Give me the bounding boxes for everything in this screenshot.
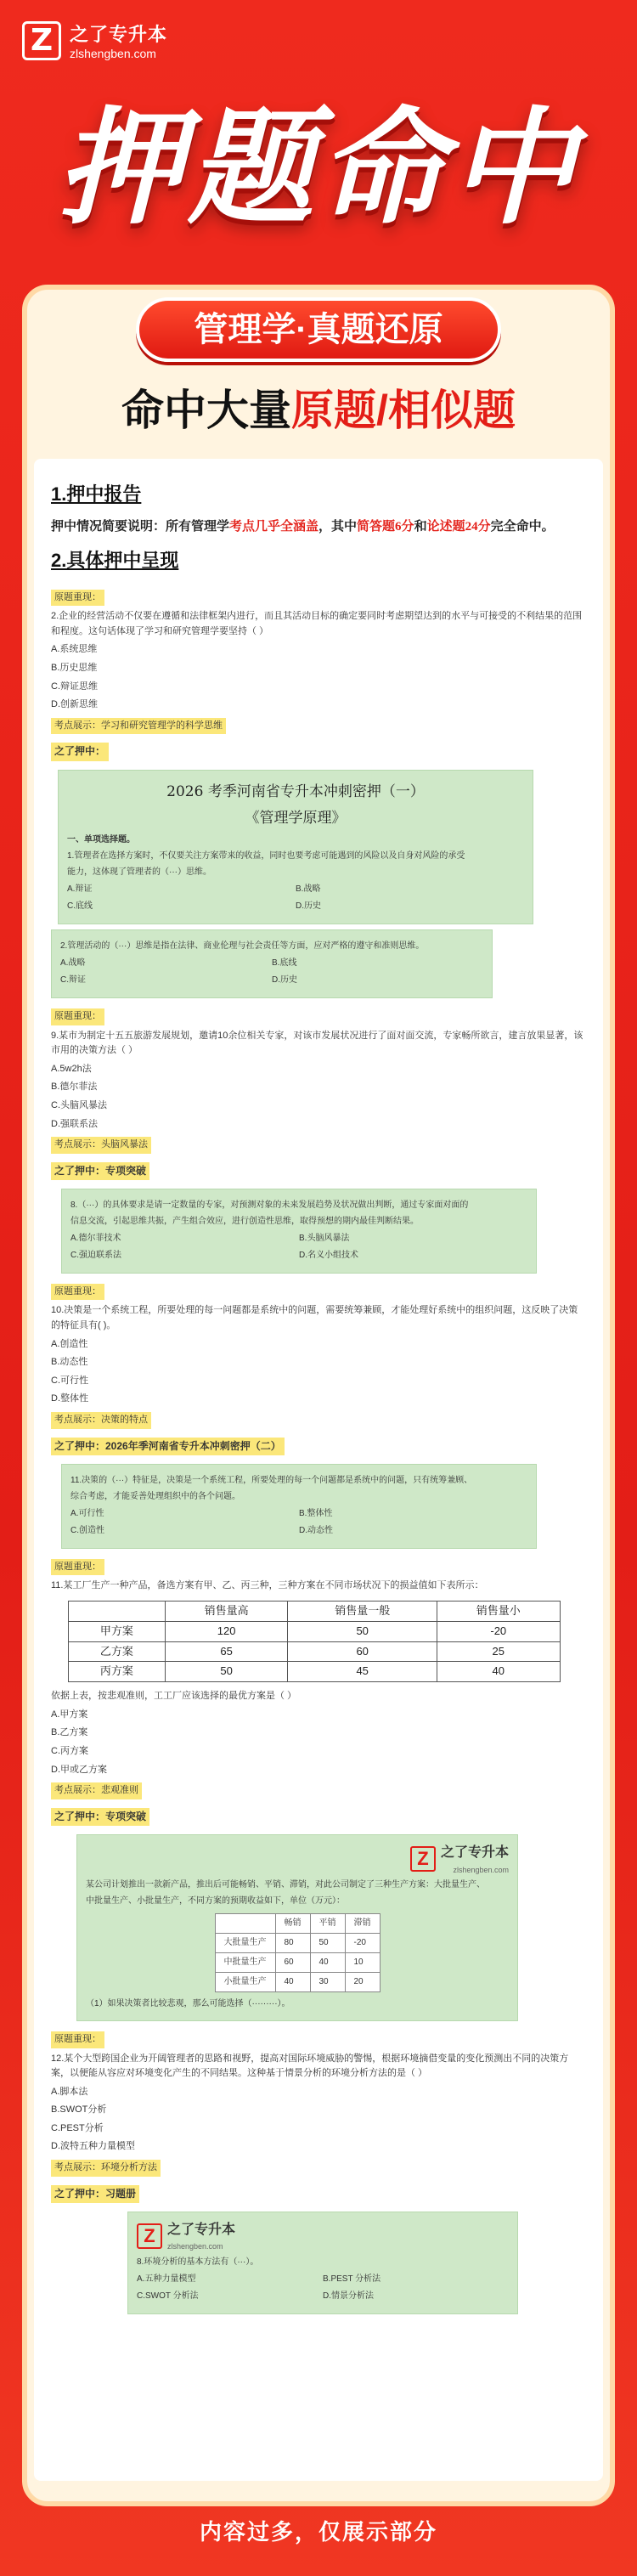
hit-excerpt: Z 之了专升本 zlshengben.com 8.环境分析的基本方法有（···）。 A.五种力量模型 B.PEST 分析法 C.SWOT 分析法 D.情景分析法 <box>127 2212 518 2314</box>
orig-label: 原题重现： <box>51 1284 104 1301</box>
profit-table <box>215 1913 381 1992</box>
question-text: 依据上表，按悲观准则，工工厂应该选择的最优方案是（ ） <box>51 1691 297 1702</box>
option: B.历史思维 <box>51 663 98 673</box>
hit-excerpt: 2.管理活动的（···）思维是指在法律、商业伦理与社会责任等方面，应对严格的遵守和准则思维。 A.战略 B.底线 C.辩证 D.历史 <box>51 929 493 998</box>
option: A.5w2h法 <box>51 1063 92 1074</box>
option: D.整体性 <box>51 1393 88 1404</box>
option: D.波特五种力量模型 <box>51 2141 135 2152</box>
table-row: 销售量高 销售量一般 销售量小 <box>69 1602 561 1622</box>
table-row: 小批量生产 40 30 20 <box>215 1972 380 1991</box>
hit-label: 之了押中：专项突破 <box>51 1808 149 1826</box>
hit-excerpt: 11.决策的（···）特征是，决策是一个系统工程，所要处理的每一个问题都是系统中的问题，只有统筹兼顾、 综合考虑，才能妥善处理组织中的各个问题。 A.可行性 B.整体性 C.创造性 D.动态性 <box>61 1464 537 1549</box>
table-row: 畅销 平销 滞销 <box>215 1913 380 1933</box>
watermark-logo: Z 之了专升本 zlshengben.com <box>410 1842 509 1876</box>
option: C.头脑风暴法 <box>51 1099 107 1110</box>
option: C.PEST分析 <box>51 2122 104 2133</box>
option: D.强联系法 <box>51 1118 98 1129</box>
option: B.德尔菲法 <box>51 1082 98 1093</box>
kp-label: 考点展示：头脑风暴法 <box>51 1137 151 1154</box>
option: C.可行性 <box>51 1375 88 1386</box>
option: D.创新思维 <box>51 699 98 710</box>
payoff-table <box>68 1601 561 1682</box>
logo-mark-icon: Z <box>22 21 61 60</box>
watermark-logo: Z 之了专升本 zlshengben.com <box>137 2219 235 2253</box>
table-row: 中批量生产 60 40 10 <box>215 1952 380 1972</box>
hit-label: 之了押中：2026年季河南省专升本冲刺密押（二） <box>51 1438 285 1455</box>
option: A.创造性 <box>51 1338 88 1349</box>
brand-logo[interactable] <box>22 20 167 60</box>
question-text: 2.企业的经营活动不仅要在遵循和法律框架内进行，而且其活动目标的确定要同时考虑期望达到的水平与可接受的不利结果的范围和程度。这句话体现了学习和研究管理学要坚持（ ） <box>51 611 583 636</box>
subject-pill: 管理学·真题还原 <box>136 297 501 362</box>
question-text: 9.某市为制定十五五旅游发展规划，邀请10余位相关专家，对该市发展状况进行了面对面交流，专家畅所欲言，建言放果显著，该市用的决策方法（ ） <box>51 1030 583 1056</box>
option: D.甲或乙方案 <box>51 1764 107 1775</box>
table-row: 丙方案 50 45 40 <box>69 1662 561 1682</box>
summary: 押中情况简要说明：所有管理学考点几乎全涵盖，其中简答题6分和论述题24分完全命中。 <box>51 520 555 534</box>
option: A.系统思维 <box>51 644 98 655</box>
hit-excerpt: 2026 考季河南省专升本冲刺密押（一） 《管理学原理》 一、单项选择题。 1.管理者在选择方案时，不仅要关注方案带来的收益，同时也要考虑可能遇到的风险以及自身对风险的承受 能力，这体现了管理者的（···）思维。 A.辩证 B.战略 C.底线 D.历史 <box>58 770 533 924</box>
headline-pre: 命中大量 <box>121 387 292 434</box>
hit-label: 之了押中： <box>51 743 109 760</box>
option: C.辩证思维 <box>51 681 98 692</box>
hit-excerpt: Z 之了专升本 zlshengben.com 某公司计划推出一款新产品，推出后可能畅销、平销、滞销，对此公司制定了三种生产方案：大批量生产、 中批量生产、小批量生产，不同方案的预期收益如下，单位（万元）： 畅销 平销 滞销 大批量生产 80 50 -20 中批量生产 60 40 10 小批量生产 40 30 20 （1）如果决策者比较悲观，那么可能选择（·········）。 <box>76 1834 518 2021</box>
question-text: 10.决策是一个系统工程，所要处理的每一问题都是系统中的问题，需要统筹兼顾，才能处理好系统中的组织问题，这反映了决策的特征具有( )。 <box>51 1305 578 1331</box>
section-report: 1.押中报告 <box>51 483 142 505</box>
kp-label: 考点展示：悲观准则 <box>51 1782 142 1799</box>
option: B.动态性 <box>51 1357 88 1368</box>
option: A.脚本法 <box>51 2086 88 2097</box>
orig-label: 原题重现： <box>51 590 104 607</box>
orig-label: 原题重现： <box>51 1008 104 1025</box>
hit-excerpt: 8.（···）的具体要求是请一定数量的专家，对预测对象的未来发展趋势及状况做出判断，通过专家面对面的 信息交流，引起思维共振，产生组合效应，进行创造性思维，取得预想的期内最佳判断结果。 A.德尔菲技术 B.头脑风暴法 C.强迫联系法 D.名义小组技术 <box>61 1189 537 1274</box>
question-text: 11.某工厂生产一种产品，备选方案有甲、乙、丙三种，三种方案在不同市场状况下的损益值如下表所示： <box>51 1580 484 1591</box>
option: B.SWOT分析 <box>51 2104 107 2116</box>
orig-label: 原题重现： <box>51 1559 104 1576</box>
table-row: 甲方案 120 50 -20 <box>69 1621 561 1641</box>
table-row: 大批量生产 80 50 -20 <box>215 1933 380 1952</box>
section-detail: 2.具体押中呈现 <box>51 550 179 572</box>
option: B.乙方案 <box>51 1727 88 1738</box>
report-paper <box>34 459 603 2481</box>
option: C.丙方案 <box>51 1745 88 1756</box>
logo-mark-icon: Z <box>137 2223 162 2249</box>
brand-name: 之了专升本 <box>70 24 168 45</box>
brand-url: zlshengben.com <box>70 47 156 60</box>
kp-label: 考点展示：决策的特点 <box>51 1412 151 1429</box>
headline-highlight: 原题/相似题 <box>291 387 516 434</box>
headline <box>0 376 637 438</box>
hit-label: 之了押中：专项突破 <box>51 1162 149 1180</box>
hit-label: 之了押中：习题册 <box>51 2185 139 2203</box>
kp-label: 考点展示：学习和研究管理学的科学思维 <box>51 718 226 735</box>
footer-note: 内容过多，仅展示部分 <box>199 2519 437 2545</box>
logo-mark-icon: Z <box>410 1846 436 1872</box>
option: A.甲方案 <box>51 1709 88 1720</box>
hero-title: 押题命中 <box>57 95 580 241</box>
question-text: 12.某个大型跨国企业为开阔管理者的思路和视野，提高对国际环境威胁的警惕，根据环境摘借变量的变化预测出不同的决策方案，以便能从容应对环境变化产生的不同结果。这种基于情景分析的环境分析方法的是（ ） <box>51 2053 569 2079</box>
table-row: 乙方案 65 60 25 <box>69 1641 561 1662</box>
orig-label: 原题重现： <box>51 2031 104 2048</box>
kp-label: 考点展示：环境分析方法 <box>51 2160 161 2177</box>
